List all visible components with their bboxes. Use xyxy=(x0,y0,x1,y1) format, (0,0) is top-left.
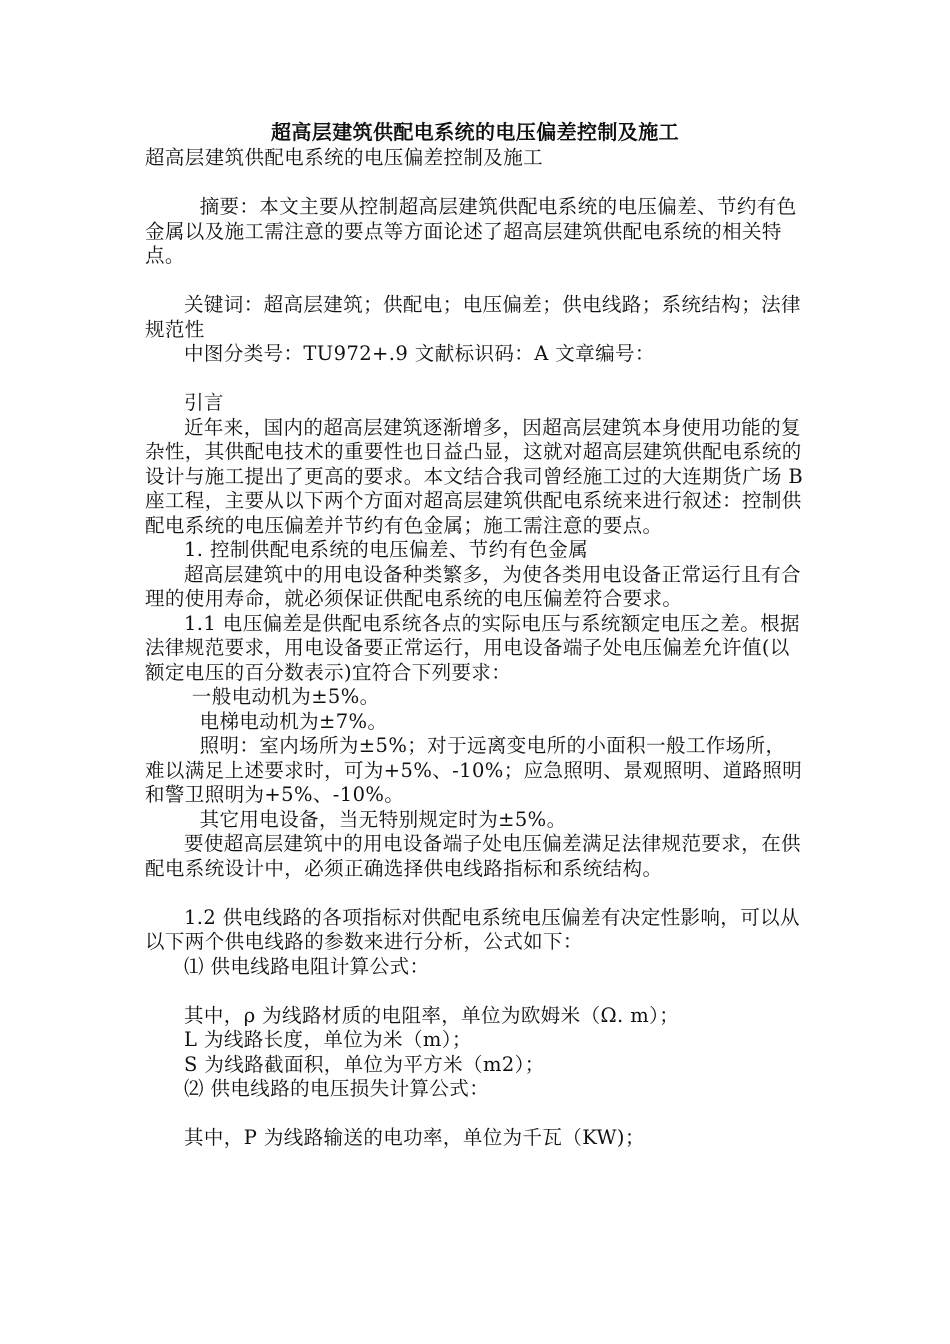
blank-line xyxy=(145,171,805,196)
section-1-heading: 1. 控制供配电系统的电压偏差、节约有色金属 xyxy=(184,538,589,561)
blank-line xyxy=(145,881,805,906)
intro-paragraph: 近年来，国内的超高层建筑逐渐增多，因超高层建筑本身使用功能的复杂性，其供配电技术的重要性也日益凸显，这就对超高层建筑供配电系统的设计与施工提出了更高的要求。本文结合我司曾经施工过的大连期货广场 B 座工程，主要从以下两个方面对超高层建筑供配电系统来进行叙述：控制供配电系统的电压偏差并节约有色金属；施工需注意的要点。 xyxy=(145,415,804,537)
motor-tolerance-item: 一般电动机为±5%。 xyxy=(191,685,380,708)
lighting-tolerance-item: 照明：室内场所为±5%；对于远离变电所的小面积一般工作场所，难以满足上述要求时，可为+5%、-10%；应急照明、景观照明、道路照明和警卫照明为+5%、-10%。 xyxy=(145,734,803,806)
formula-2-heading: ⑵ 供电线路的电压损失计算公式： xyxy=(184,1077,490,1100)
elevator-tolerance-item: 电梯电动机为±7%。 xyxy=(199,709,388,733)
section-1-2-paragraph: 1.2 供电线路的各项指标对供配电系统电压偏差有决定性影响，可以从以下两个供电线路的参数来进行分析，公式如下： xyxy=(145,905,800,953)
document-title: 超高层建筑供配电系统的电压偏差控制及施工 xyxy=(271,120,679,144)
section-1-1-conclusion: 要使超高层建筑中的用电设备端子处电压偏差满足法律规范要求，在供配电系统设计中，必须正确选择供电线路指标和系统结构。 xyxy=(145,832,801,880)
document-page xyxy=(145,118,805,1151)
formula-2-placeholder xyxy=(145,1102,805,1127)
formula-1-placeholder xyxy=(145,979,805,1004)
area-definition: S 为线路截面积，单位为平方米（m2）； xyxy=(184,1052,545,1076)
intro-heading: 引言 xyxy=(184,391,224,414)
other-equipment-tolerance-item: 其它用电设备，当无特别规定时为±5%。 xyxy=(199,807,567,831)
document-subtitle: 超高层建筑供配电系统的电压偏差控制及施工 xyxy=(145,146,544,169)
keywords-paragraph: 关键词：超高层建筑；供配电；电压偏差；供电线路；系统结构；法律规范性 xyxy=(145,293,801,341)
classification-line: 中图分类号：TU972+.9 文献标识码：A 文章编号： xyxy=(184,342,655,365)
power-definition: 其中，P 为线路输送的电功率，单位为千瓦（KW)； xyxy=(184,1126,645,1149)
abstract-paragraph: 摘要：本文主要从控制超高层建筑供配电系统的电压偏差、节约有色金属以及施工需注意的要点等方面论述了超高层建筑供配电系统的相关特点。 xyxy=(145,195,797,267)
blank-line xyxy=(145,269,805,294)
blank-line xyxy=(145,367,805,392)
rho-definition: 其中，ρ 为线路材质的电阻率，单位为欧姆米（Ω. m）； xyxy=(184,1003,680,1027)
section-1-1-paragraph: 1.1 电压偏差是供配电系统各点的实际电压与系统额定电压之差。根据法律规范要求，用电设备要正常运行，用电设备端子处电压偏差允许值(以额定电压的百分数表示)宜符合下列要求： xyxy=(145,611,800,684)
length-definition: L 为线路长度，单位为米（m）； xyxy=(184,1028,472,1051)
formula-1-heading: ⑴ 供电线路电阻计算公式： xyxy=(184,954,430,978)
section-1-paragraph: 超高层建筑中的用电设备种类繁多，为使各类用电设备正常运行且有合理的使用寿命，就必须保证供配电系统的电压偏差符合要求。 xyxy=(145,562,801,610)
